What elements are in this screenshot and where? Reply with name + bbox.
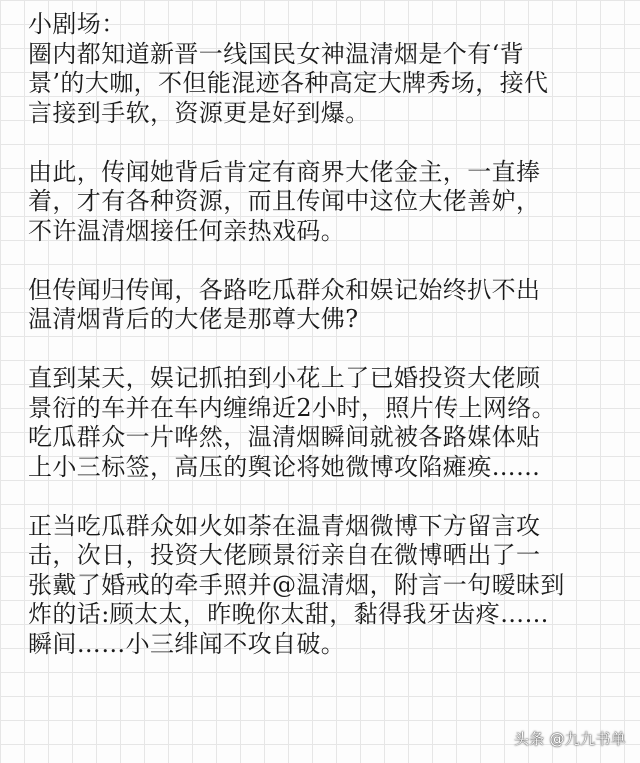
paragraph-2 <box>28 158 628 247</box>
article-title: 小剧场： <box>28 10 126 38</box>
paragraph-line: 张戴了婚戒的牵手照并@温清烟，附言一句暧昧到 <box>28 570 565 599</box>
paragraph-gap <box>28 482 628 512</box>
paragraph-line: 着，才有各种资源，而且传闻中这位大佬善妒， <box>28 187 541 215</box>
paragraph-line: 直到某天，娱记抓拍到小花上了已婚投资大佬顾 <box>28 364 541 392</box>
paragraph-1 <box>28 40 628 129</box>
paragraph-line: 上小三标签，高压的舆论将她微博攻陷瘫痪…… <box>28 452 541 481</box>
paragraph-line: 温清烟背后的大佬是那尊大佛? <box>28 305 359 333</box>
paragraph-line: 但传闻归传闻，各路吃瓜群众和娱记始终扒不出 <box>28 275 541 304</box>
paragraph-line: 言接到手软，资源更是好到爆。 <box>28 98 370 127</box>
paragraph-3 <box>28 276 628 335</box>
paragraph-gap <box>28 335 628 365</box>
paragraph-5 <box>28 512 628 660</box>
paragraph-line: 圈内都知道新晋一线国民女神温清烟是个有‘背 <box>28 39 525 68</box>
paragraph-line: 瞬间……小三绯闻不攻自破。 <box>28 629 346 658</box>
paragraph-4 <box>28 364 628 482</box>
paragraph-line: 击，次日，投资大佬顾景衍亲自在微博晒出了一 <box>28 541 541 569</box>
article-body <box>28 10 628 659</box>
paragraph-line: 景’的大咖，不但能混迹各种高定大牌秀场，接代 <box>28 69 549 97</box>
paragraph-line: 不许温清烟接任何亲热戏码。 <box>28 216 346 245</box>
paragraph-line: 由此，传闻她背后肯定有商界大佬金主，一直捧 <box>28 157 541 186</box>
paragraph-gap <box>28 246 628 276</box>
paragraph-line: 景衍的车并在车内缠绵近2小时，照片传上网络。 <box>28 393 557 422</box>
paragraph-line: 吃瓜群众一片哗然，温清烟瞬间就被各路媒体贴 <box>28 423 541 451</box>
paragraph-line: 炸的话:顾太太，昨晚你太甜，黏得我牙齿疼…… <box>28 600 549 628</box>
source-watermark: 头条 @九九书单 <box>513 730 626 748</box>
paragraph-line: 正当吃瓜群众如火如荼在温青烟微博下方留言攻 <box>28 511 541 540</box>
paragraph-gap <box>28 128 628 158</box>
